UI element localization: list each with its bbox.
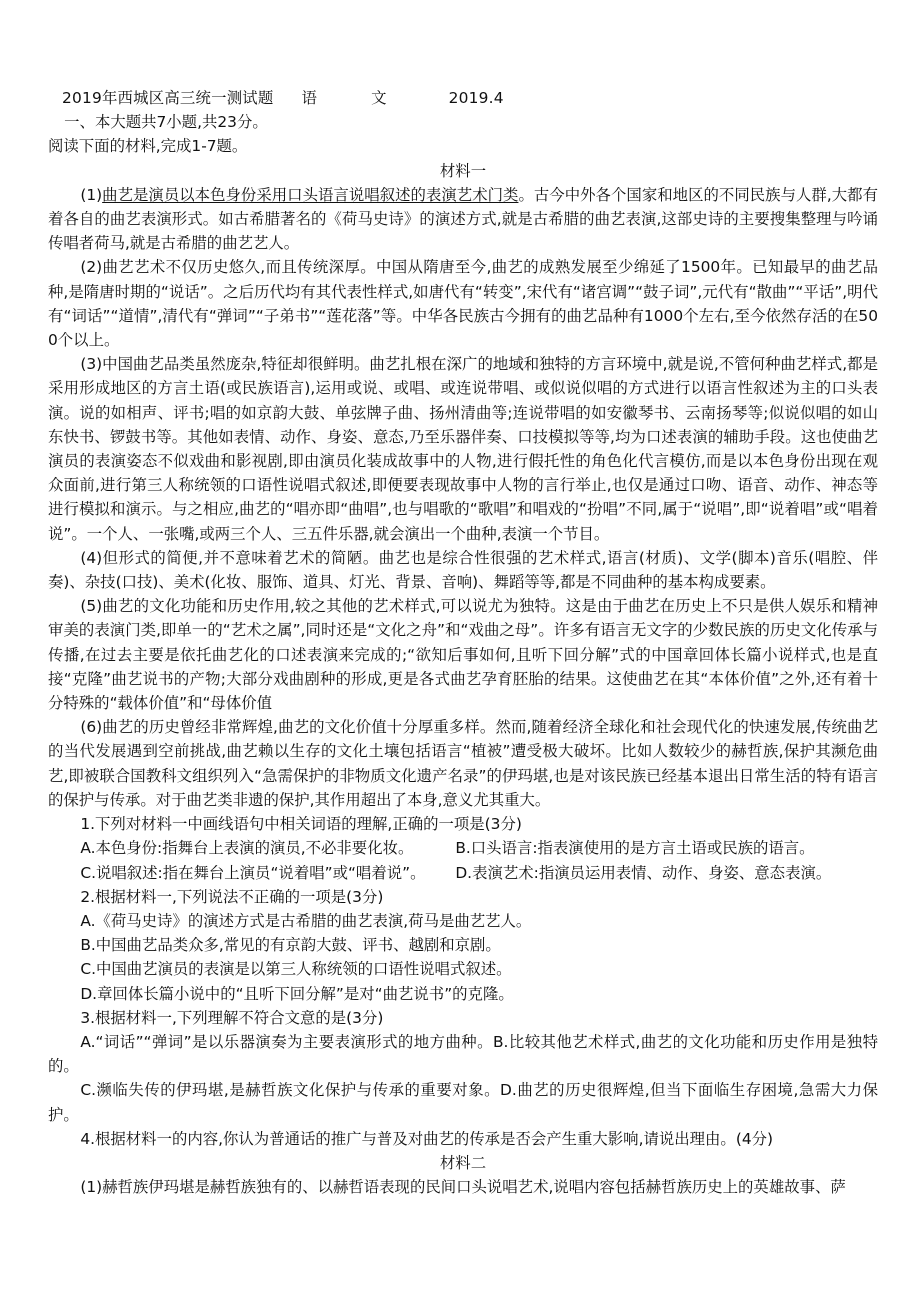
question-2-option-a: A.《荷马史诗》的演述方式是古希腊的曲艺表演,荷马是曲艺艺人。 bbox=[80, 911, 532, 930]
question-4-stem: 4.根据材料一的内容,你认为普通话的推广与普及对曲艺的传承是否会产生重大影响,请说出理由。(4分) bbox=[80, 1129, 774, 1148]
question-1-option-c: C.说唱叙述:指在舞台上演员“说着唱”或“唱着说”。 bbox=[80, 863, 426, 882]
exam-date: 2019.4 bbox=[448, 89, 504, 107]
underlined-sentence: 曲艺是演员以本色身份采用口头语言说唱叙述的表演艺术门类 bbox=[102, 185, 519, 204]
question-2-option-c: C.中国曲艺演员的表演是以第三人称统领的口语性说唱式叙述。 bbox=[80, 960, 512, 979]
material-1-heading: 材料一 bbox=[439, 161, 487, 180]
question-1-option-d: D.表演艺术:指演员运用表情、动作、身姿、意态表演。 bbox=[455, 863, 832, 882]
material-1-paragraph-2: (2)曲艺艺术不仅历史悠久,而且传统深厚。中国从隋唐至今,曲艺的成熟发展至少绵延了1500年。已知最早的曲艺品种,是隋唐时期的“说话”。之后历代均有其代表性样式,如唐代有“转变”,宋代有“诸宫调”“鼓子词”,元代有“散曲”“平话”,明代有“词话”“道情”,清代有“弹词”“子弟书”“莲花落”等。中华各民族古今拥有的曲艺品种有1000个左右,至今依然存活的在500个以上。 bbox=[48, 258, 878, 350]
material-1-paragraph-4: (4)但形式的简便,并不意味着艺术的简陋。曲艺也是综合性很强的艺术样式,语言(材质)、文学(脚本)音乐(唱腔、伴奏)、杂技(口技)、美术(化妆、服饰、道具、灯光、背景、音响)、舞蹈等等,都是不同曲种的基本构成要素。 bbox=[48, 548, 878, 592]
question-2-option-d: D.章回体长篇小说中的“且听下回分解”是对“曲艺说书”的克隆。 bbox=[80, 984, 514, 1003]
subject-char-2: 文 bbox=[371, 89, 387, 107]
exam-title bbox=[48, 86, 878, 110]
question-2-stem: 2.根据材料一,下列说法不正确的一项是(3分) bbox=[80, 887, 384, 906]
paragraph-number: (1) bbox=[80, 185, 103, 204]
question-1-options-row-2 bbox=[48, 861, 878, 885]
material-2-heading: 材料二 bbox=[439, 1153, 487, 1172]
question-1-option-a: A.本色身份:指舞台上表演的演员,不必非要化妆。 bbox=[80, 839, 414, 858]
question-3-options-cd: C.濒临失传的伊玛堪,是赫哲族文化保护与传承的重要对象。D.曲艺的历史很辉煌,但当下面临生存困境,急需大力保护。 bbox=[48, 1081, 878, 1124]
reading-instruction: 阅读下面的材料,完成1-7题。 bbox=[48, 137, 248, 156]
question-1-stem: 1.下列对材料一中画线语句中相关词语的理解,正确的一项是(3分) bbox=[80, 815, 522, 834]
material-1-paragraph-5: (5)曲艺的文化功能和历史作用,较之其他的艺术样式,可以说尤为独特。这是由于曲艺在历史上不只是供人娱乐和精神审美的表演门类,即单一的“艺术之属”,同时还是“文化之舟”和“戏曲之母”。许多有语言无文字的少数民族的历史文化传承与传播,在过去主要是依托曲艺化的口述表演来完成的;“欲知后事如何,且听下回分解”式的中国章回体长篇小说样式,也是直接“克隆”曲艺说书的产物;大部分戏曲剧种的形成,更是各式曲艺孕育胚胎的结果。这使曲艺在其“本体价值”之外,还有着十分特殊的“载体价值”和“母体价值 bbox=[48, 597, 878, 713]
question-1-options-row-1 bbox=[48, 836, 878, 860]
paragraph-text: 。古今中外各个国家和地区的不同民族与人群,大都有着各自的曲艺表演形式。如古希腊著名的《荷马史诗》的演述方式,就是古希腊的曲艺表演,这部史诗的主要搜集整理与吟诵传唱者荷马,就是古希腊的曲艺艺人。 bbox=[48, 185, 878, 253]
question-3-options-ab: A.“词话”“弹词”是以乐器演奏为主要表演形式的地方曲种。B.比较其他艺术样式,曲艺的文化功能和历史作用是独特的。 bbox=[48, 1032, 878, 1076]
title-text: 2019年西城区高三统一测试题 bbox=[62, 89, 274, 107]
section-intro: 一、本大题共7小题,共23分。 bbox=[64, 113, 268, 132]
material-2-paragraph-1: (1)赫哲族伊玛堪是赫哲族独有的、以赫哲语表现的民间口头说唱艺术,说唱内容包括赫哲族历史上的英雄故事、萨 bbox=[80, 1178, 846, 1197]
subject-char-1: 语 bbox=[301, 89, 318, 107]
exam-page bbox=[48, 86, 878, 1199]
question-1-option-b: B.口头语言:指表演使用的是方言土语或民族的语言。 bbox=[455, 839, 815, 858]
question-2-option-b: B.中国曲艺品类众多,常见的有京韵大鼓、评书、越剧和京剧。 bbox=[80, 936, 501, 955]
material-1-paragraph-6: (6)曲艺的历史曾经非常辉煌,曲艺的文化价值十分厚重多样。然而,随着经济全球化和社会现代化的快速发展,传统曲艺的当代发展遇到空前挑战,曲艺赖以生存的文化土壤包括语言“植被”遭受极大破坏。比如人数较少的赫哲族,保护其濒危曲艺,即被联合国教科文组织列入“急需保护的非物质文化遗产名录”的伊玛堪,也是对该民族已经基本退出日常生活的特有语言的保护与传承。对于曲艺类非遗的保护,其作用超出了本身,意义尤其重大。 bbox=[48, 718, 878, 809]
material-1-paragraph-1 bbox=[48, 183, 878, 256]
material-1-paragraph-3: (3)中国曲艺品类虽然庞杂,特征却很鲜明。曲艺扎根在深广的地域和独特的方言环境中,就是说,不管何种曲艺样式,都是采用形成地区的方言土语(或民族语言),运用或说、或唱、或连说带唱、或似说似唱的方式进行以语言性叙述为主的口头表演。说的如相声、评书;唱的如京韵大鼓、单弦牌子曲、扬州清曲等;连说带唱的如安徽琴书、云南扬琴等;似说似唱的如山东快书、锣鼓书等。其他如表情、动作、身姿、意态,乃至乐器伴奏、口技模拟等等,均为口述表演的辅助手段。这也使曲艺演员的表演姿态不似戏曲和影视剧,即由演员化装成故事中的人物,进行假托性的角色化代言模仿,而是以本色身份出现在观众面前,进行第三人称统领的口语性说唱式叙述,即便要表现故事中人物的言行举止,也仅是通过口吻、语音、动作、神态等进行模拟和演示。与之相应,曲艺的“唱亦即“曲唱”,也与唱歌的“歌唱”和唱戏的“扮唱”不同,属于“说唱”,即“说着唱”或“唱着说”。一个人、一张嘴,或两三个人、三五件乐器,就会演出一个曲种,表演一个节目。 bbox=[48, 355, 878, 543]
question-3-stem: 3.根据材料一,下列理解不符合文意的是(3分) bbox=[80, 1008, 384, 1027]
